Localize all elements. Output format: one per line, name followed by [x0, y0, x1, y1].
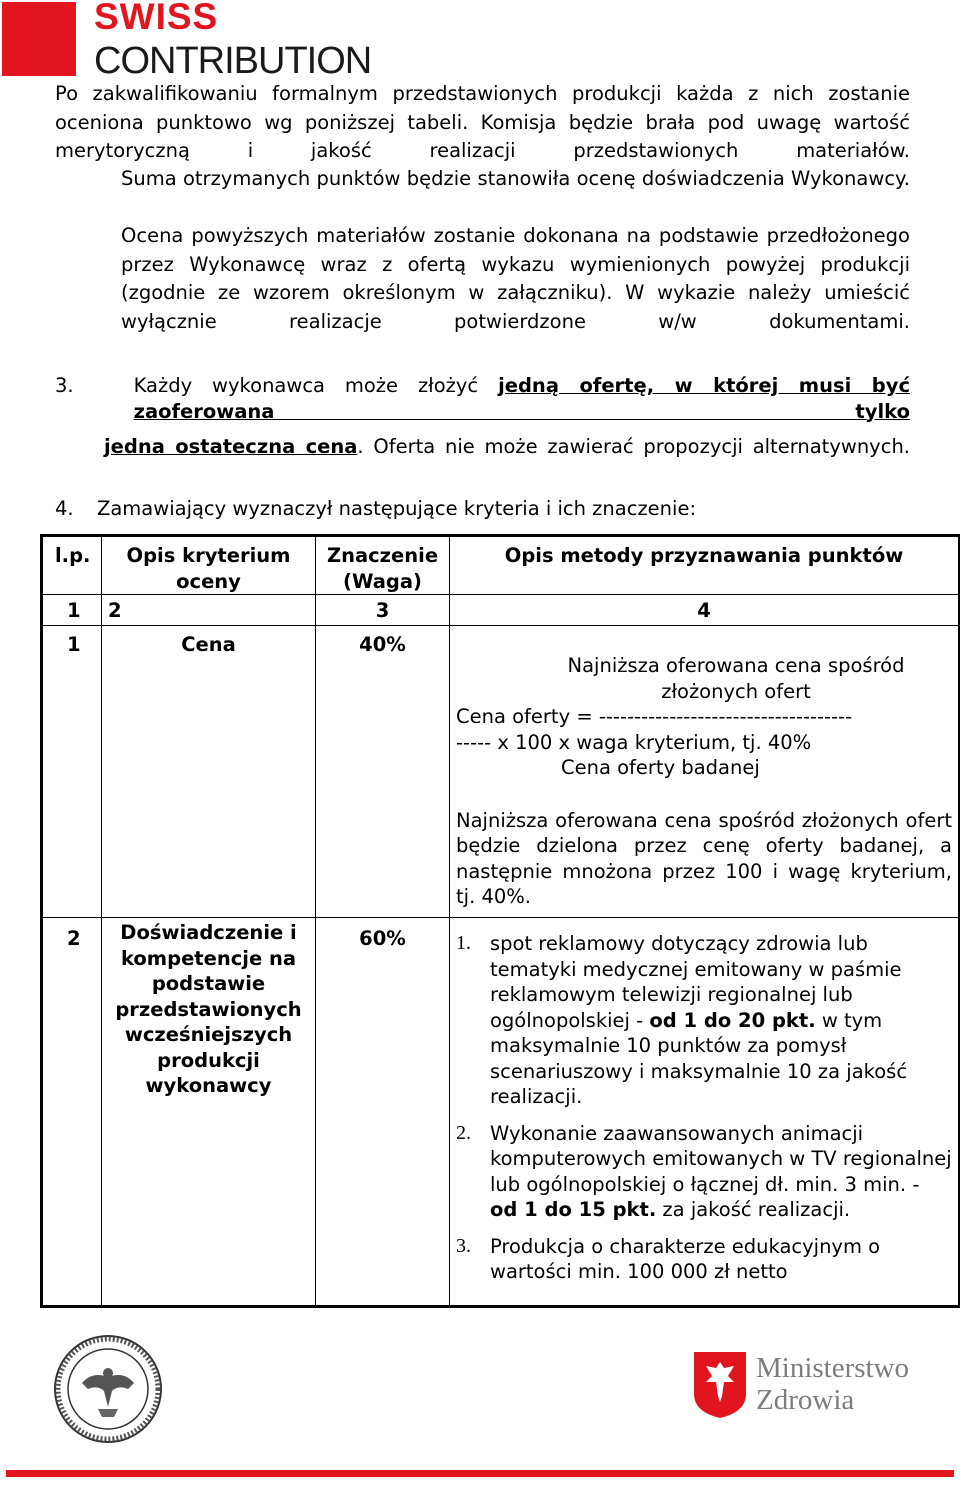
list-item-text	[490, 931, 952, 1110]
list-item-text-main: spot reklamowy dotyczący zdrowia lub tematyki medycznej emitowany w paśmie reklamowym telewizji regionalnej lub ogólnopolskiej -	[490, 932, 902, 1032]
header-criterion: Opis kryterium oceny	[102, 536, 316, 595]
list-item-text-tail: za jakość realizacji.	[656, 1198, 851, 1221]
row-2-criterion: Doświadczenie i kompetencje na podstawie przedstawionych wcześniejszych produkcji wykonawcy	[102, 918, 316, 1307]
col-number-1: 1	[42, 595, 102, 626]
section-3-underlined-1: jedną ofertę, w której musi być zaoferowana tylko	[133, 374, 911, 423]
method-list-item	[450, 1121, 952, 1223]
section-3-underlined-2: jedna ostateczna cena	[104, 435, 358, 458]
footer-divider	[6, 1470, 954, 1477]
header-method: Opis metody przyznawania punktów	[450, 536, 960, 595]
row-2-weight: 60%	[316, 918, 450, 1307]
table-header-row	[42, 536, 960, 595]
row-1-weight: 40%	[316, 626, 450, 918]
row-2-method	[450, 918, 960, 1307]
intro-paragraph-2: Suma otrzymanych punktów będzie stanowiła ocenę doświadczenia Wykonawcy.	[121, 167, 910, 190]
logo-swiss-text: SWISS	[94, 0, 219, 37]
swiss-flag-icon	[2, 2, 76, 76]
intro-paragraph-3: Ocena powyższych materiałów zostanie dokonana na podstawie przedłożonego przez Wykonawcę wraz z ofertą wykazu wymienionych powyżej produkcji (zgodnie ze wzorem określonym w załączniku). W wykazie należy umieścić wyłącznie realizacje potwierdzone w/w dokumentami.	[121, 224, 910, 333]
list-item-text	[490, 1234, 952, 1285]
list-item-text-main: Produkcja o charakterze edukacyjnym o wartości min. 100 000 zł netto	[490, 1234, 881, 1283]
list-item-number: 2.	[456, 1121, 471, 1144]
section-3-continued	[55, 434, 910, 460]
method-list-item	[450, 1234, 952, 1285]
section-3	[55, 373, 910, 424]
header-lp: l.p.	[42, 536, 102, 595]
logo-contribution-text: CONTRIBUTION	[94, 40, 372, 82]
formula-line-b: ----- x 100 x waga kryterium, tj. 40%	[456, 730, 812, 754]
section-3-intro: Każdy wykonawca może złożyć	[133, 374, 479, 397]
university-seal-icon	[52, 1333, 164, 1445]
ministry-line-2: Zdrowia	[756, 1384, 855, 1416]
list-item-text-tail: w tym maksymalnie 10 punktów za pomysł scenariuszowy i maksymalnie 10 za jakość realizacji.	[490, 1008, 908, 1108]
criteria-table	[40, 534, 960, 1308]
list-item-points: od 1 do 15 pkt.	[490, 1198, 657, 1221]
row-1-criterion: Cena	[102, 626, 316, 918]
formula-line-a: Cena oferty = ------------------------------------	[456, 705, 853, 728]
col-number-2: 2	[102, 595, 316, 626]
method-list-item	[450, 931, 952, 1110]
intro-paragraph-1: Po zakwalifikowaniu formalnym przedstawionych produkcji każda z nich zostanie oceniona punktowo wg poniższej tabeli. Komisja będzie brała pod uwagę wartość merytoryczną i jakość realizacji przedstawionych materiałów.	[55, 82, 910, 162]
formula-explanation: Najniższa oferowana cena spośród złożonych ofert będzie dzielona przez cenę oferty badanej, a następnie mnożona przez 100 i wagę kryterium, tj. 40%.	[456, 808, 952, 908]
list-item-points: od 1 do 20 pkt.	[649, 1008, 816, 1032]
list-item-text	[490, 1121, 952, 1223]
ministry-name	[756, 1352, 909, 1416]
table-number-row	[42, 595, 960, 626]
section-4	[55, 495, 910, 524]
section-4-number: 4.	[55, 497, 74, 520]
table-row	[42, 918, 960, 1307]
polish-eagle-emblem-icon	[694, 1352, 746, 1418]
row-1-method	[450, 626, 960, 918]
section-3-number: 3.	[55, 374, 74, 397]
header-weight: Znaczenie (Waga)	[316, 536, 450, 595]
list-item-number: 3.	[456, 1234, 471, 1257]
swiss-contribution-logo	[0, 0, 380, 80]
row-2-lp: 2	[42, 918, 102, 1307]
formula-denominator: Cena oferty badanej	[561, 756, 760, 779]
col-number-4: 4	[450, 595, 960, 626]
row-1-lp: 1	[42, 626, 102, 918]
list-item-text-main: Wykonanie zaawansowanych animacji komputerowych emitowanych w TV regionalnej lub ogólnopolskiej o łącznej dł. min. 3 min. -	[490, 1121, 952, 1196]
formula-numerator: Najniższa oferowana cena spośród złożonych ofert	[567, 654, 905, 703]
table-row	[42, 626, 960, 918]
list-item-number: 1.	[456, 932, 471, 954]
ministry-line-1: Ministerstwo	[756, 1352, 910, 1384]
col-number-3: 3	[316, 595, 450, 626]
section-3-outro: . Oferta nie może zawierać propozycji alternatywnych.	[357, 435, 910, 458]
section-4-text: Zamawiający wyznaczył następujące kryteria i ich znaczenie:	[97, 497, 697, 520]
